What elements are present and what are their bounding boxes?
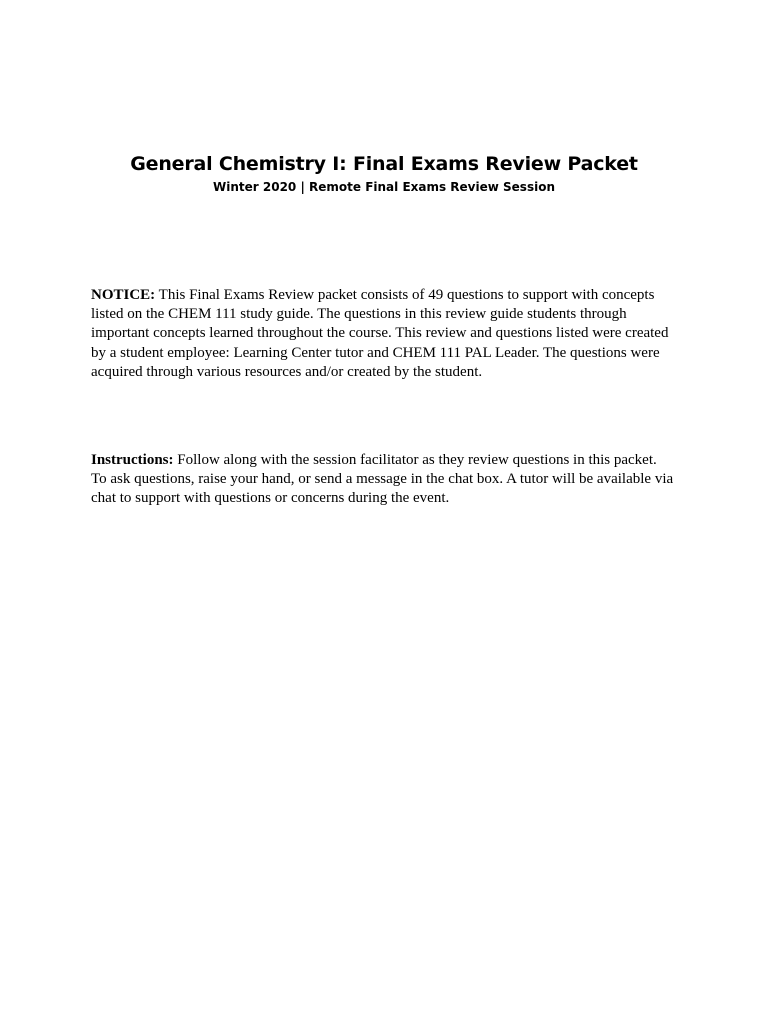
notice-text-1: This Final Exams Review packet consists of 49 questions to support with concepts bbox=[155, 287, 655, 303]
notice-line-1 bbox=[91, 286, 681, 305]
instructions-paragraph bbox=[91, 451, 681, 509]
instructions-line-3: chat to support with questions or concerns during the event. bbox=[91, 490, 450, 507]
notice-line-2: listed on the CHEM 111 study guide. The questions in this review guide students through bbox=[91, 306, 627, 323]
instructions-text-1: Follow along with the session facilitator as they review questions in this packet. bbox=[173, 452, 657, 468]
page-title: General Chemistry I: Final Exams Review Packet bbox=[130, 153, 638, 175]
notice-line-5: acquired through various resources and/or created by the student. bbox=[91, 363, 483, 380]
notice-line-4: by a student employee: Learning Center tutor and CHEM 111 PAL Leader. The questions were bbox=[91, 344, 660, 361]
notice-line-3: important concepts learned throughout the course. This review and questions listed were created bbox=[91, 325, 669, 342]
instructions-label: Instructions: bbox=[91, 452, 174, 468]
notice-paragraph bbox=[91, 286, 681, 382]
notice-label: NOTICE: bbox=[91, 287, 156, 303]
instructions-line-2: To ask questions, raise your hand, or send a message in the chat box. A tutor will be available via bbox=[91, 471, 674, 488]
page-subtitle: Winter 2020 | Remote Final Exams Review Session bbox=[213, 180, 555, 194]
instructions-line-1 bbox=[91, 451, 681, 470]
